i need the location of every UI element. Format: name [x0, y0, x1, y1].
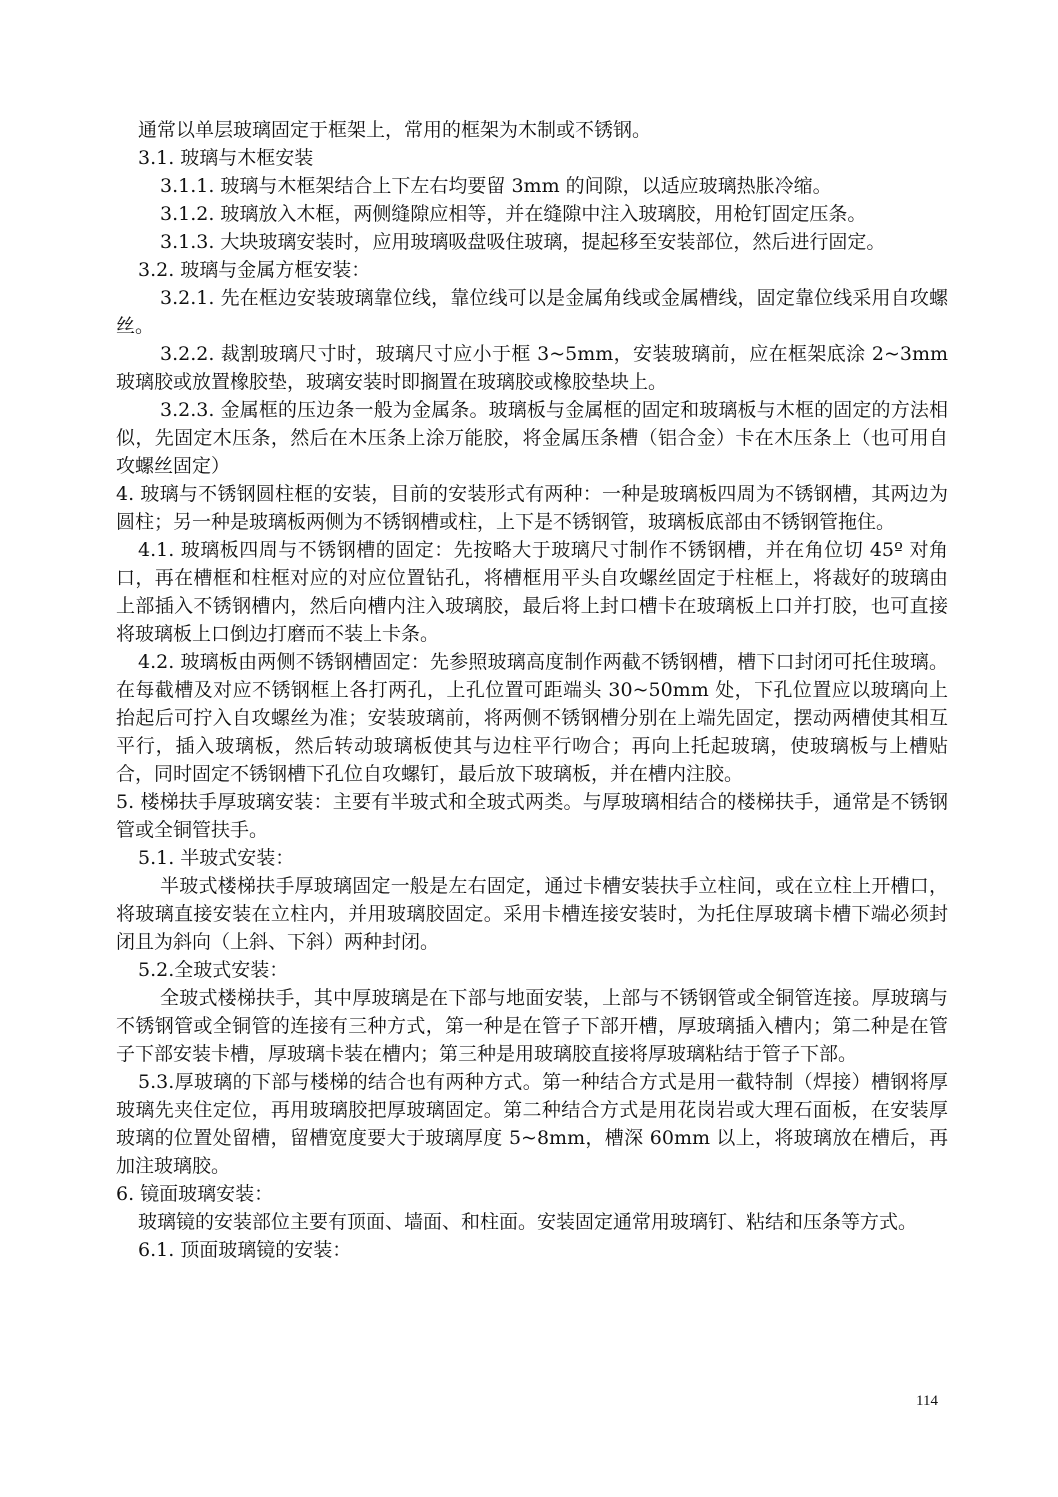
section-heading-6-1: 6.1. 顶面玻璃镜的安装：	[138, 1239, 352, 1261]
paragraph: 半玻式楼梯扶手厚玻璃固定一般是左右固定，通过卡槽安装扶手立柱间，或在立柱上开槽口，将玻璃直接安装在立柱内，并用玻璃胶固定。采用卡槽连接安装时，为托住厚玻璃卡槽下端必须封闭且为斜向（上斜、下斜）两种封闭。	[116, 875, 948, 953]
paragraph: 3.2.3. 金属框的压边条一般为金属条。玻璃板与金属框的固定和玻璃板与木框的固定的方法相似，先固定木压条，然后在木压条上涂万能胶，将金属压条槽（铝合金）卡在木压条上（也可用自攻螺丝固定）	[116, 399, 948, 477]
paragraph: 4.1. 玻璃板四周与不锈钢槽的固定：先按略大于玻璃尺寸制作不锈钢槽，并在角位切 45º 对角口，再在槽框和柱框对应的对应位置钻孔，将槽框用平头自攻螺丝固定于柱框上，将裁好的玻璃由上部插入不锈钢槽内，然后向槽内注入玻璃胶，最后将上封口槽卡在玻璃板上口并打胶，也可直接将玻璃板上口倒边打磨而不装上卡条。	[116, 539, 948, 645]
section-heading-3-2: 3.2. 玻璃与金属方框安装：	[138, 259, 371, 281]
paragraph: 4.2. 玻璃板由两侧不锈钢槽固定：先参照玻璃高度制作两截不锈钢槽，槽下口封闭可托住玻璃。在每截槽及对应不锈钢框上各打两孔，上孔位置可距端头 30~50mm 处，下孔位置应以玻璃向上抬起后可拧入自攻螺丝为准；安装玻璃前，将两侧不锈钢槽分别在上端先固定，摆动两槽使其相互平行，插入玻璃板，然后转动玻璃板使其与边柱平行吻合；再向上托起玻璃，使玻璃板与上槽贴合，同时固定不锈钢槽下孔位自攻螺钉，最后放下玻璃板，并在槽内注胶。	[116, 651, 948, 785]
paragraph: 通常以单层玻璃固定于框架上，常用的框架为木制或不锈钢。	[138, 119, 652, 141]
paragraph: 3.2.2. 裁割玻璃尺寸时，玻璃尺寸应小于框 3~5mm，安装玻璃前，应在框架底涂 2~3mm 玻璃胶或放置橡胶垫，玻璃安装时即搁置在玻璃胶或橡胶垫块上。	[116, 343, 948, 393]
paragraph: 全玻式楼梯扶手，其中厚玻璃是在下部与地面安装，上部与不锈钢管或全铜管连接。厚玻璃与不锈钢管或全铜管的连接有三种方式，第一种是在管子下部开槽，厚玻璃插入槽内；第二种是在管子下部安装卡槽，厚玻璃卡装在槽内；第三种是用玻璃胶直接将厚玻璃粘结于管子下部。	[116, 987, 948, 1065]
paragraph: 5.3.厚玻璃的下部与楼梯的结合也有两种方式。第一种结合方式是用一截特制（焊接）槽钢将厚玻璃先夹住定位，再用玻璃胶把厚玻璃固定。第二种结合方式是用花岗岩或大理石面板，在安装厚玻璃的位置处留槽，留槽宽度要大于玻璃厚度 5~8mm，槽深 60mm 以上，将玻璃放在槽后，再加注玻璃胶。	[116, 1071, 948, 1177]
section-heading-3-1: 3.1. 玻璃与木框安装	[138, 147, 314, 169]
paragraph: 3.1.1. 玻璃与木框架结合上下左右均要留 3mm 的间隙，以适应玻璃热胀冷缩。	[160, 175, 832, 197]
section-heading-5-2: 5.2.全玻式安装：	[138, 959, 289, 981]
paragraph: 3.1.2. 玻璃放入木框，两侧缝隙应相等，并在缝隙中注入玻璃胶，用枪钉固定压条。	[160, 203, 867, 225]
page-number: 114	[916, 1393, 938, 1409]
paragraph: 3.2.1. 先在框边安装玻璃靠位线，靠位线可以是金属角线或金属槽线，固定靠位线采用自攻螺丝。	[116, 287, 948, 337]
paragraph: 3.1.3. 大块玻璃安装时，应用玻璃吸盘吸住玻璃，提起移至安装部位，然后进行固定。	[160, 231, 886, 253]
section-heading-6: 6. 镜面玻璃安装：	[116, 1183, 274, 1205]
paragraph: 玻璃镜的安装部位主要有顶面、墙面、和柱面。安装固定通常用玻璃钉、粘结和压条等方式。	[138, 1211, 918, 1233]
body-text	[116, 116, 948, 1264]
section-heading-5-1: 5.1. 半玻式安装：	[138, 847, 295, 869]
section-heading-4: 4. 玻璃与不锈钢圆柱框的安装，目前的安装形式有两种：一种是玻璃板四周为不锈钢槽，其两边为圆柱；另一种是玻璃板两侧为不锈钢槽或柱，上下是不锈钢管，玻璃板底部由不锈钢管拖住。	[116, 483, 948, 533]
section-heading-5: 5. 楼梯扶手厚玻璃安装：主要有半玻式和全玻式两类。与厚玻璃相结合的楼梯扶手，通常是不锈钢管或全铜管扶手。	[116, 791, 948, 841]
